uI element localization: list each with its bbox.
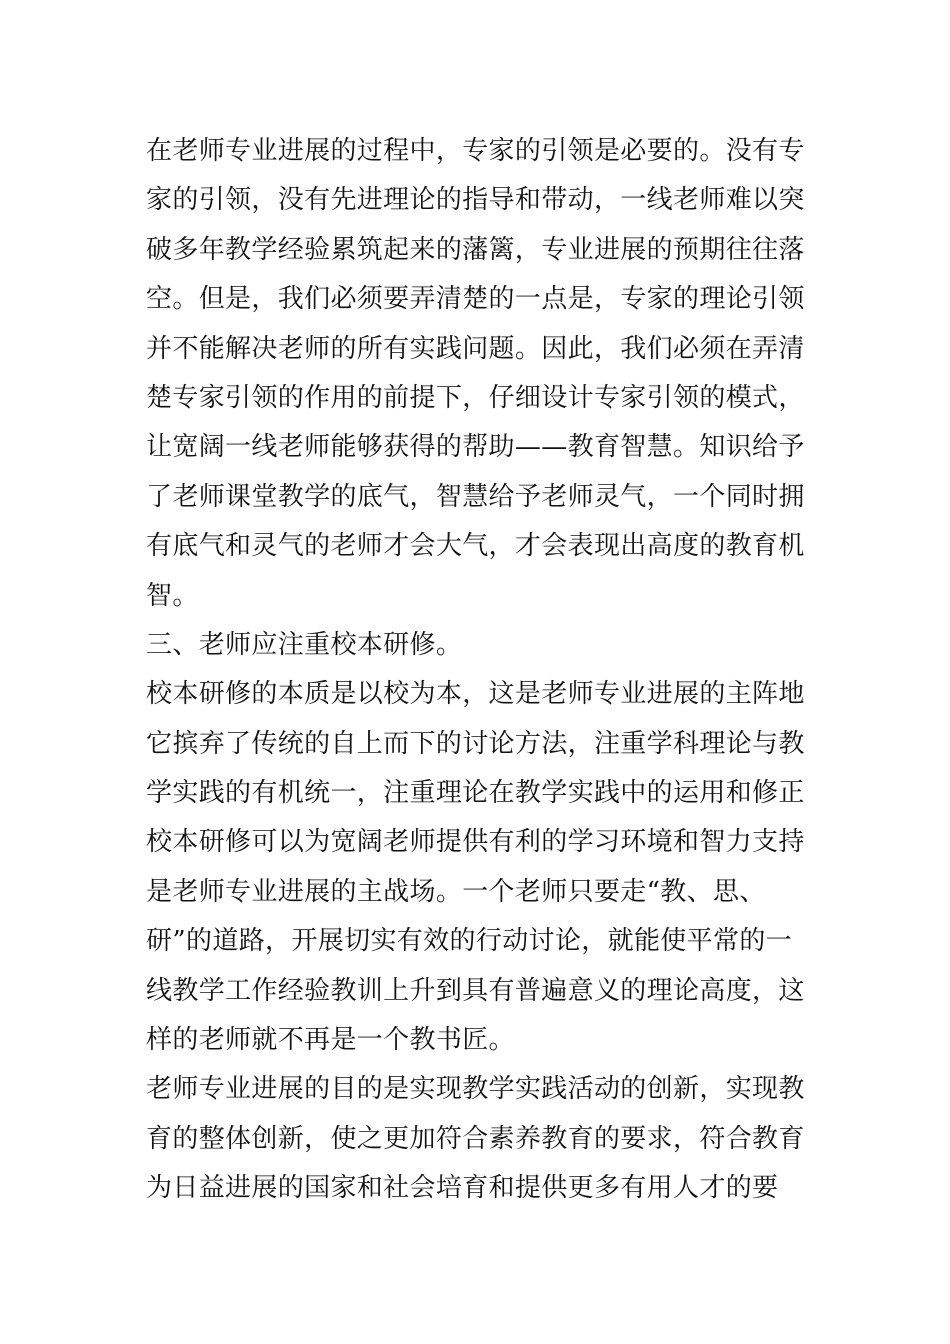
text-line: 学实践的有机统一，注重理论在教学实践中的运用和修正 (146, 778, 805, 809)
text-line: 它摈弃了传统的自上而下的讨论方法，注重学科理论与教 (146, 728, 805, 759)
text-line: 校本研修的本质是以校为本，这是老师专业进展的主阵地 (146, 679, 805, 710)
text-line: 智。 (146, 580, 199, 611)
text-line: 楚专家引领的作用的前提下，仔细设计专家引领的模式， (146, 382, 805, 413)
text-line: 在老师专业进展的过程中，专家的引领是必要的。没有专 (146, 136, 805, 166)
text-line: 线教学工作经验教训上升到具有普遍意义的理论高度，这 (146, 975, 805, 1006)
text-line: 育的整体创新，使之更加符合素养教育的要求，符合教育 (146, 1123, 805, 1154)
text-line: 样的老师就不再是一个教书匠。 (146, 1025, 515, 1056)
text-line: 有底气和灵气的老师才会大气，才会表现出高度的教育机 (146, 531, 805, 562)
text-line: 空。但是，我们必须要弄清楚的一点是，专家的理论引领 (146, 284, 805, 315)
text-line: 让宽阔一线老师能够获得的帮助——教育智慧。知识给予 (146, 432, 805, 463)
text-line: 校本研修可以为宽阔老师提供有利的学习环境和智力支持 (146, 827, 805, 858)
section-heading: 三、老师应注重校本研修。 (146, 629, 463, 660)
text-line: 了老师课堂教学的底气，智慧给予老师灵气，一个同时拥 (146, 481, 805, 512)
text-line: 为日益进展的国家和社会培育和提供更多有用人才的要 (146, 1173, 779, 1204)
text-line: 老师专业进展的目的是实现教学实践活动的创新，实现教 (146, 1074, 805, 1105)
body-text (146, 127, 846, 1214)
text-line: 家的引领，没有先进理论的指导和带动，一线老师难以突 (146, 185, 805, 216)
text-line: 破多年教学经验累筑起来的藩篱，专业进展的预期往往落 (146, 234, 805, 265)
text-line: 研”的道路，开展切实有效的行动讨论，就能使平常的一 (146, 926, 793, 957)
text-line: 并不能解决老师的所有实践问题。因此，我们必须在弄清 (146, 333, 805, 364)
text-line: 是老师专业进展的主战场。一个老师只要走“教、思、 (146, 876, 766, 907)
